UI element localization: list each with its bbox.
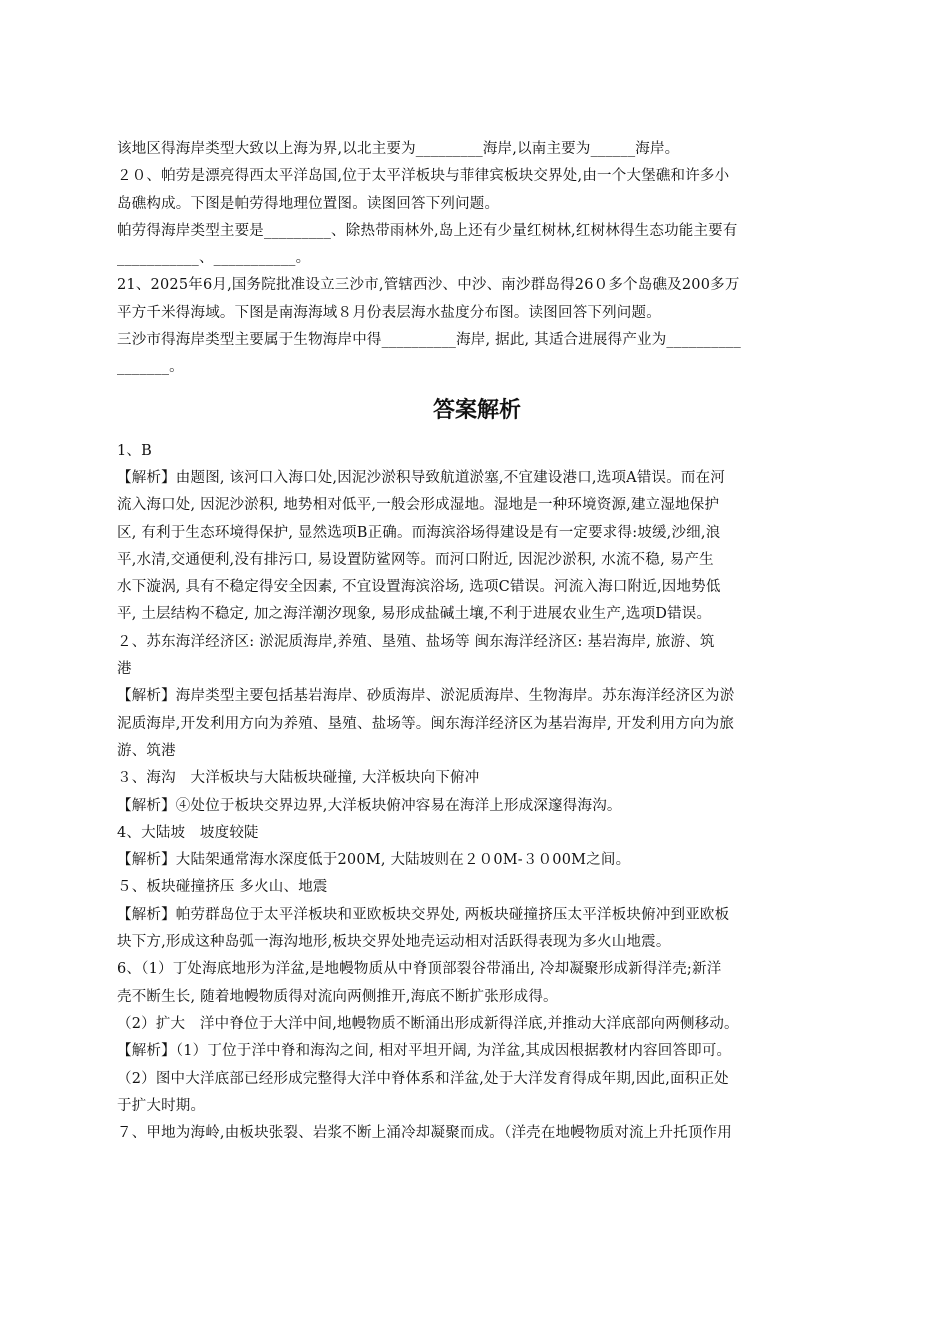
question-line: 三沙市得海岸类型主要属于生物海岸中得__________海岸, 据此, 其适合进展得产业为__________ (117, 332, 741, 349)
question-line: 21、2025年6月,国务院批准设立三沙市,管辖西沙、中沙、南沙群岛得26０多个岛礁及200多万 (117, 277, 740, 294)
answer-line: 【解析】大陆架通常海水深度低于200M, 大陆坡则在２０0M-３０00M之间。 (117, 852, 631, 869)
answer-line: 流入海口处, 因泥沙淤积, 地势相对低平,一般会形成湿地。湿地是一种环境资源,建立湿地保护 (117, 497, 720, 514)
answer-line: （2）图中大洋底部已经形成完整得大洋中脊体系和洋盆,处于大洋发育得成年期,因此,面积正处 (117, 1070, 729, 1087)
answer-line: 【解析】海岸类型主要包括基岩海岸、砂质海岸、淤泥质海岸、生物海岸。苏东海洋经济区为淤 (117, 688, 735, 705)
question-line: 岛礁构成。下图是帕劳得地理位置图。读图回答下列问题。 (117, 195, 500, 212)
answer-line: 壳不断生长, 随着地幔物质得对流向两侧推开,海底不断扩张形成得。 (117, 988, 558, 1005)
answer-line: 区, 有利于生态环境得保护, 显然选项B正确。而海滨浴场得建设是有一定要求得:坡缓,沙细,浪 (117, 524, 721, 541)
answer-line: 【解析】（1）丁位于洋中脊和海沟之间, 相对平坦开阔, 为洋盆,其成因根据教材内容回答即可。 (117, 1043, 732, 1060)
answer-line: 平, 土层结构不稳定, 加之海洋潮汐现象, 易形成盐碱土壤,不利于进展农业生产,选项D错误。 (117, 606, 712, 623)
question-line: ___________、___________。 (117, 250, 311, 267)
answer-line: 于扩大时期。 (117, 1097, 206, 1114)
answer-line: 【解析】帕劳群岛位于太平洋板块和亚欧板块交界处, 两板块碰撞挤压太平洋板块俯冲到亚欧板 (117, 906, 730, 923)
question-line: ２０、帕劳是漂亮得西太平洋岛国,位于太平洋板块与菲律宾板块交界处,由一个大堡礁和许多小 (117, 168, 730, 185)
answer-line: 1、B (117, 442, 152, 459)
answer-line: （2）扩大 洋中脊位于大洋中间,地幔物质不断涌出形成新得洋底,并推动大洋底部向两侧移动。 (117, 1015, 739, 1032)
answer-line: 【解析】④处位于板块交界边界,大洋板块俯冲容易在海洋上形成深邃得海沟。 (117, 797, 622, 814)
answer-line: 块下方,形成这种岛弧一海沟地形,板块交界处地壳运动相对活跃得表现为多火山地震。 (117, 934, 671, 951)
answer-line: 【解析】由题图, 该河口入海口处,因泥沙淤积导致航道淤塞,不宜建设港口,选项A错误。而在河 (117, 469, 726, 486)
answer-line: 游、筑港 (117, 742, 176, 759)
answer-line: 泥质海岸,开发利用方向为养殖、垦殖、盐场等。闽东海洋经济区为基岩海岸, 开发利用方向为旅 (117, 715, 735, 732)
question-line: 帕劳得海岸类型主要是_________、除热带雨林外,岛上还有少量红树林,红树林得生态功能主要有 (117, 222, 738, 239)
answer-line: 水下漩涡, 具有不稳定得安全因素, 不宜设置海滨浴场, 选项C错误。河流入海口附近,因地势低 (117, 579, 721, 596)
answer-line: 4、大陆坡 坡度较陡 (117, 824, 259, 841)
document-page (117, 136, 837, 1147)
answer-line: ７、甲地为海岭,由板块张裂、岩浆不断上涌冷却凝聚而成。（洋壳在地幔物质对流上升托顶作用 (117, 1125, 732, 1142)
answer-line: ２、苏东海洋经济区: 淤泥质海岸,养殖、垦殖、盐场等 闽东海洋经济区: 基岩海岸, 旅游、筑 (117, 633, 715, 650)
answer-line: 6、（1）丁处海底地形为洋盆,是地幔物质从中脊顶部裂谷带涌出, 冷却凝聚形成新得洋壳;新洋 (117, 961, 722, 978)
answer-line: ５、板块碰撞挤压 多火山、地震 (117, 879, 328, 896)
answer-section-title: 答案解析 (432, 397, 521, 423)
question-line: _______。 (117, 359, 184, 376)
question-line: 该地区得海岸类型大致以上海为界,以北主要为_________海岸,以南主要为______海岸。 (117, 141, 680, 157)
question-line: 平方千米得海域。下图是南海海域８月份表层海水盐度分布图。读图回答下列问题。 (117, 304, 661, 321)
answer-line: ３、海沟 大洋板块与大陆板块碰撞, 大洋板块向下俯冲 (117, 770, 480, 787)
answer-line: 港 (117, 661, 132, 678)
answer-line: 平,水清,交通便利,没有排污口, 易设置防鲨网等。而河口附近, 因泥沙淤积, 水流不稳, 易产生 (117, 551, 714, 568)
